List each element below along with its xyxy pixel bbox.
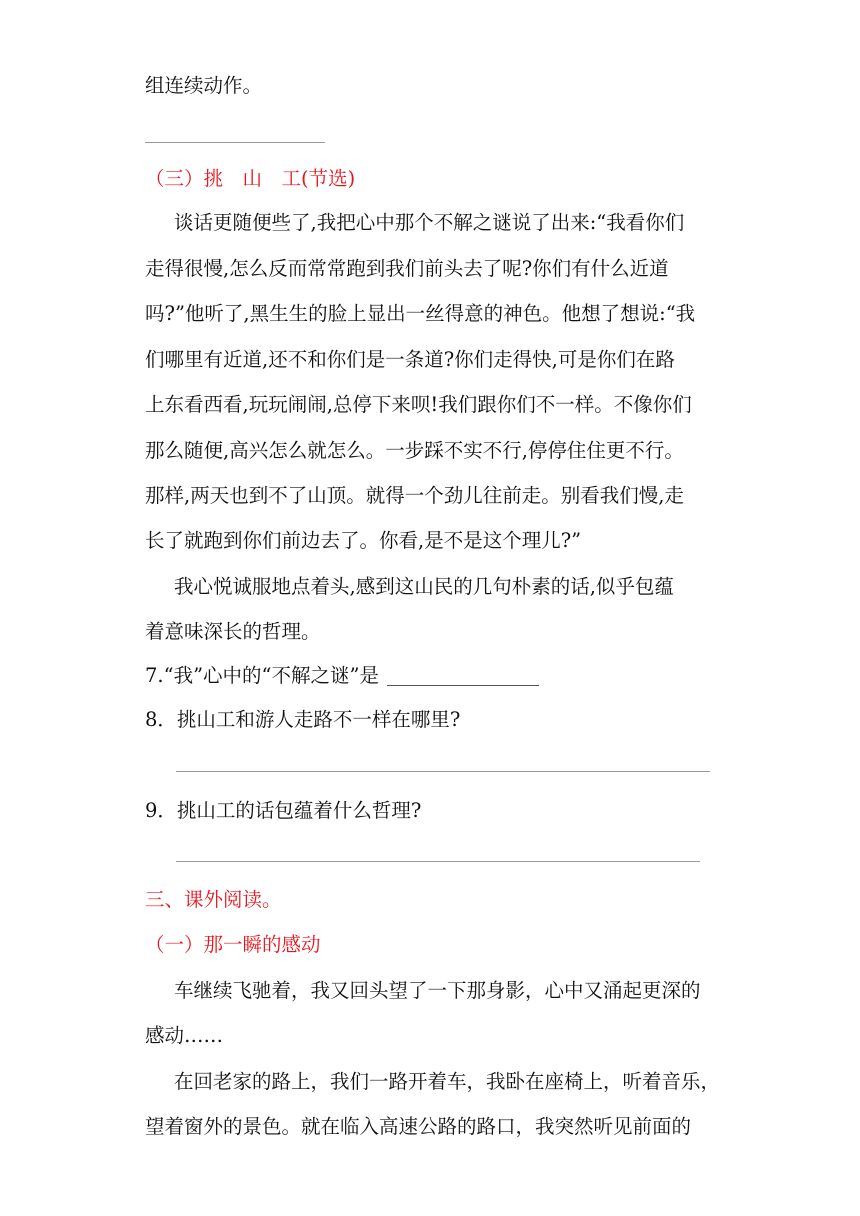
text-line: 我心悦诚服地点着头,感到这山民的几句朴素的话,似乎包蕴 [174,575,674,598]
text-line: 吗?”他听了,黑生生的脸上显出一丝得意的神色。他想了想说:“我 [145,302,696,325]
passage-heading: （一）那一瞬的感动 [145,933,321,956]
answer-blank[interactable] [387,667,539,686]
text-line: 车继续飞驰着，我又回头望了一下那身影，心中又涌起更深的 [174,979,701,1002]
text-line: 上东看西看,玩玩闹闹,总停下来呗!我们跟你们不一样。不像你们 [145,393,692,416]
question-7 [145,662,539,690]
answer-line[interactable] [176,771,710,772]
text-line: 在回老家的路上，我们一路开着车，我卧在座椅上，听着音乐， [174,1070,721,1093]
section-heading: 三、课外阅读。 [145,888,282,911]
text-line: 感动…… [145,1024,224,1047]
text-line: 那么随便,高兴怎么就怎么。一步踩不实不行,停停住住更不行。 [145,439,684,462]
text-line: 那样,两天也到不了山顶。就得一个劲儿往前走。别看我们慢,走 [145,484,684,507]
text-line: 组连续动作。 [145,74,263,97]
question-9: 9．挑山工的话包蕴着什么哲理? [145,799,422,822]
section-heading: （三）挑 山 工(节选) [145,167,356,190]
question-text: 7.“我”心中的“不解之谜”是 [145,664,379,687]
text-line: 走得很慢,怎么反而常常跑到我们前头去了呢?你们有什么近道 [145,257,669,280]
question-8: 8．挑山工和游人走路不一样在哪里? [145,708,461,731]
text-line: 们哪里有近道,还不和你们是一条道?你们走得快,可是你们在路 [145,348,675,371]
text-line: 着意味深长的哲理。 [145,620,321,643]
answer-line[interactable] [176,861,700,862]
text-line: 望着窗外的景色。就在临入高速公路的路口，我突然听见前面的 [145,1115,692,1138]
text-line: 长了就跑到你们前边去了。你看,是不是这个理儿?” [145,529,582,552]
answer-line [145,142,325,143]
text-line: 谈话更随便些了,我把心中那个不解之谜说了出来:“我看你们 [174,211,685,234]
